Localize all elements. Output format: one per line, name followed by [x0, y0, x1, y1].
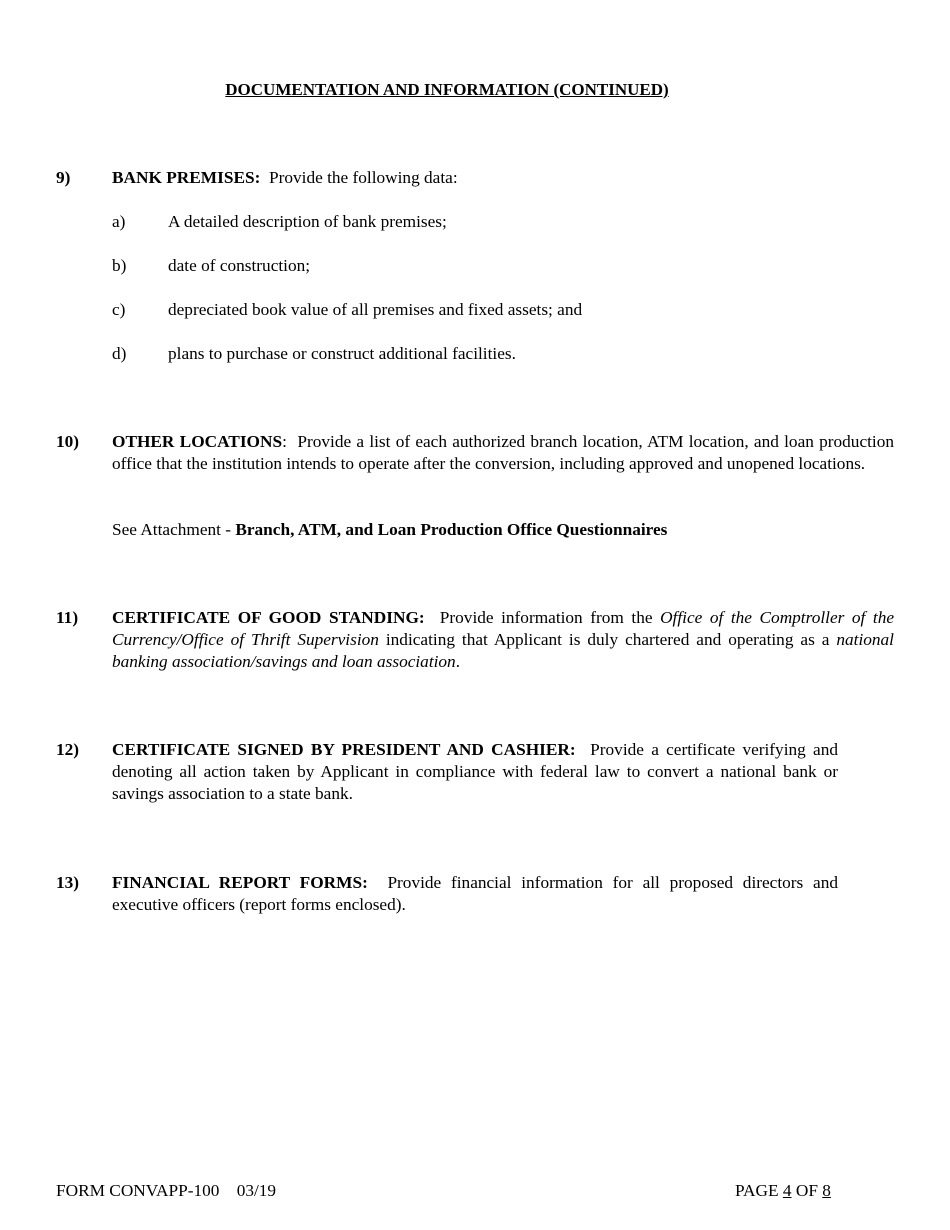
page-number — [735, 1180, 831, 1202]
item-letter: d) — [112, 344, 127, 363]
attachment-reference — [112, 519, 667, 541]
section-italic-text: Office of the Comptroller of the Currency/Office of Thrift Supervision — [112, 608, 895, 649]
section-text: Provide information from the — [439, 608, 661, 627]
section-heading: BANK PREMISES: — [112, 168, 261, 187]
item-text: date of construction; — [168, 256, 311, 275]
item-letter: c) — [112, 300, 126, 319]
heading-colon: : — [282, 432, 287, 451]
form-id — [56, 1180, 276, 1202]
item-letter: b) — [112, 256, 127, 275]
section-text: Provide the following data: — [269, 168, 458, 187]
page-current: 4 — [782, 1181, 792, 1200]
page-prefix: PAGE — [735, 1181, 783, 1200]
section-number: 13) — [56, 873, 80, 892]
section-body — [112, 431, 894, 475]
section-number: 12) — [56, 740, 80, 759]
section-number: 10) — [56, 432, 80, 451]
page-mid: OF — [791, 1181, 823, 1200]
item-text: depreciated book value of all premises and fixed assets; and — [168, 300, 583, 319]
form-date: 03/19 — [236, 1181, 277, 1200]
page-total: 8 — [822, 1181, 831, 1200]
section-text: Provide a list of each authorized branch location, ATM location, and loan production office that the institution intends to operate after the conversion, including approved and unopened locations. — [112, 432, 894, 473]
item-text: plans to purchase or construct additional facilities. — [168, 344, 516, 363]
section-body — [112, 607, 894, 673]
attachment-prefix: See Attachment - — [112, 520, 236, 539]
section-number: 11) — [56, 608, 79, 627]
section-number: 9) — [56, 168, 71, 187]
section-heading: CERTIFICATE OF GOOD STANDING: — [112, 608, 425, 627]
section-body — [112, 739, 838, 805]
section-body — [112, 872, 838, 916]
section-italic-text: national banking association/savings and loan association — [112, 630, 894, 671]
section-heading: OTHER LOCATIONS — [112, 432, 283, 451]
section-text: Provide a certificate verifying and denoting all action taken by Applicant in compliance with federal law to convert a national bank or savings association to a state bank. — [112, 740, 838, 803]
section-text: Provide financial information for all proposed directors and executive officers (report forms enclosed). — [112, 873, 839, 914]
item-text: A detailed description of bank premises; — [168, 212, 447, 231]
item-letter: a) — [112, 212, 126, 231]
attachment-title: Branch, ATM, and Loan Production Office Questionnaires — [235, 520, 668, 539]
section-heading: FINANCIAL REPORT FORMS: — [112, 873, 368, 892]
page-title: DOCUMENTATION AND INFORMATION (CONTINUED) — [225, 80, 669, 99]
section-text: indicating that Applicant is duly chartered and operating as a — [378, 630, 837, 649]
section-text: . — [455, 652, 461, 671]
form-number: FORM CONVAPP-100 — [56, 1181, 220, 1200]
section-heading: CERTIFICATE SIGNED BY PRESIDENT AND CASHIER: — [112, 740, 576, 759]
section-body — [112, 167, 894, 189]
